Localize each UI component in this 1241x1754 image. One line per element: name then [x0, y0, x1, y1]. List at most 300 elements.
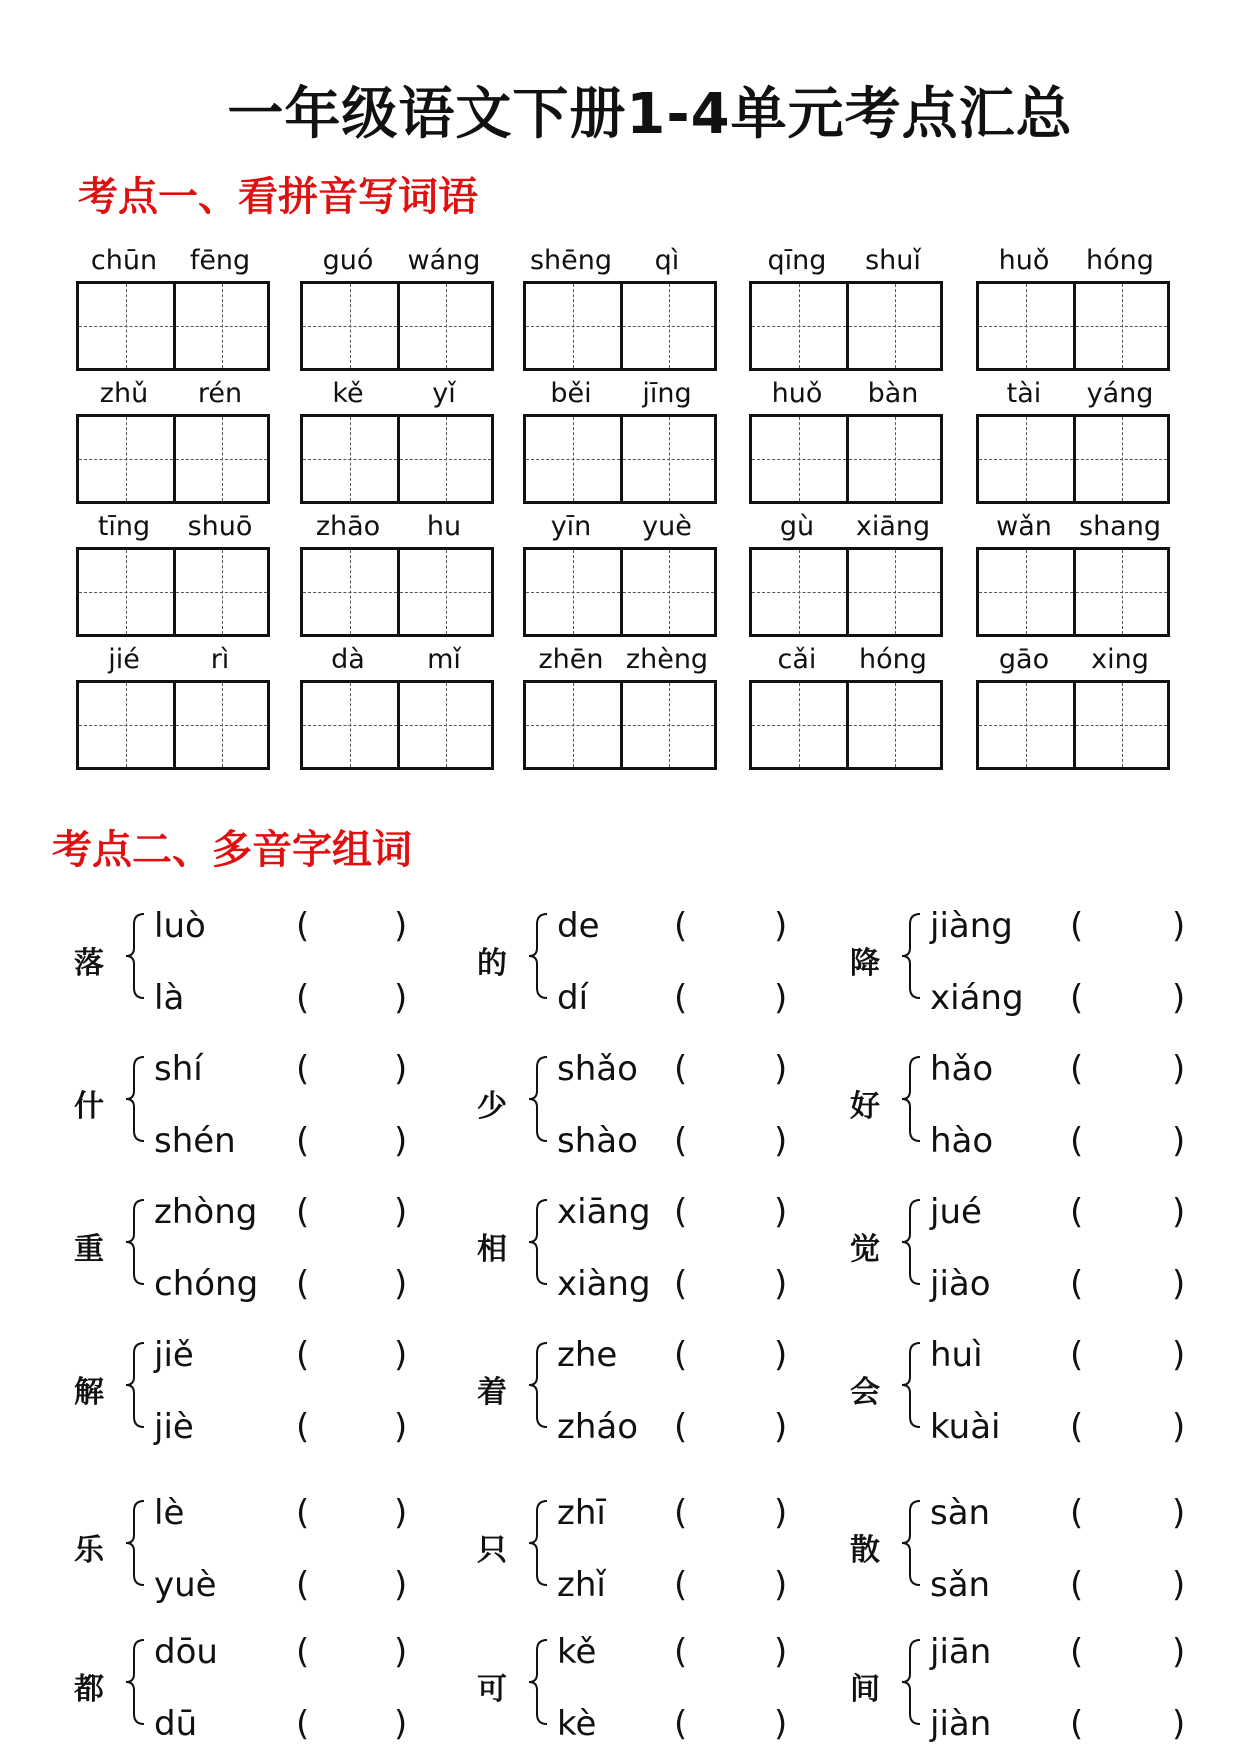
answer-paren-close: ) [1172, 906, 1186, 946]
answer-paren-open: ( [1070, 906, 1084, 946]
polyphonic-group [850, 1049, 1210, 1161]
pinyin-syllable: fēng [189, 245, 251, 276]
writing-cell[interactable] [979, 550, 1073, 634]
answer-paren-close: ) [1172, 1493, 1186, 1533]
polyphonic-group [477, 1632, 837, 1744]
answer-paren-close: ) [394, 978, 408, 1018]
answer-blank[interactable] [690, 1121, 770, 1161]
writing-cell[interactable] [173, 417, 267, 501]
pinyin-syllable: shuō [187, 511, 253, 542]
reading-pinyin: dí [557, 978, 589, 1018]
answer-blank[interactable] [690, 906, 770, 946]
writing-cell[interactable] [1073, 550, 1167, 634]
answer-paren-close: ) [394, 1121, 408, 1161]
writing-cell[interactable] [79, 284, 173, 368]
answer-blank[interactable] [690, 1049, 770, 1089]
pinyin-syllable: jīng [642, 378, 692, 409]
section-2-title: 考点二、多音字组词 [52, 827, 412, 873]
pinyin-row [976, 243, 1168, 279]
pinyin-row [523, 243, 715, 279]
curly-brace-icon [896, 910, 924, 1002]
reading-pinyin: xiàng [557, 1264, 651, 1304]
answer-paren-open: ( [1070, 1192, 1084, 1232]
polyphonic-char: 间 [850, 1672, 880, 1707]
answer-paren-open: ( [674, 1632, 688, 1672]
answer-paren-open: ( [296, 1407, 310, 1447]
page-title: 一年级语文下册1-4单元考点汇总 [227, 82, 1073, 147]
answer-blank[interactable] [690, 1192, 770, 1232]
writing-cell[interactable] [620, 284, 714, 368]
reading-pinyin: shào [557, 1121, 638, 1161]
reading-pinyin: zháo [557, 1407, 639, 1447]
writing-cell[interactable] [1073, 284, 1167, 368]
answer-paren-open: ( [1070, 1121, 1084, 1161]
answer-paren-close: ) [394, 1335, 408, 1375]
answer-paren-open: ( [296, 1565, 310, 1605]
answer-paren-close: ) [394, 1565, 408, 1605]
writing-cell[interactable] [79, 683, 173, 767]
curly-brace-icon [120, 1497, 148, 1589]
reading-pinyin: là [154, 978, 185, 1018]
polyphonic-group [850, 906, 1210, 1018]
polyphonic-char: 可 [477, 1672, 507, 1707]
pinyin-row [300, 642, 492, 678]
curly-brace-icon [120, 1196, 148, 1288]
tianzige-boxes [523, 281, 717, 371]
pinyin-syllable: zhèng [625, 644, 709, 675]
answer-paren-open: ( [1070, 1493, 1084, 1533]
reading-pinyin: luò [154, 906, 206, 946]
pinyin-syllable: yuè [642, 511, 692, 542]
reading-pinyin: jiàng [930, 906, 1013, 946]
polyphonic-char: 着 [477, 1375, 507, 1410]
answer-paren-close: ) [774, 1192, 788, 1232]
reading-pinyin: shí [154, 1049, 203, 1089]
answer-blank[interactable] [312, 1049, 390, 1089]
tianzige-boxes [523, 680, 717, 770]
reading-pinyin: zhe [557, 1335, 618, 1375]
curly-brace-icon [523, 1636, 551, 1728]
writing-cell[interactable] [752, 683, 846, 767]
curly-brace-icon [120, 1636, 148, 1728]
reading-pinyin: dū [154, 1704, 198, 1744]
pinyin-syllable: yǐ [432, 378, 456, 409]
pinyin-row [976, 509, 1168, 545]
answer-blank[interactable] [690, 1407, 770, 1447]
answer-paren-close: ) [1172, 1565, 1186, 1605]
curly-brace-icon [896, 1339, 924, 1431]
tianzige-boxes [976, 547, 1170, 637]
polyphonic-char: 都 [74, 1672, 104, 1707]
polyphonic-char: 落 [74, 946, 104, 981]
answer-paren-close: ) [1172, 1335, 1186, 1375]
answer-blank[interactable] [690, 1264, 770, 1304]
tianzige-boxes [749, 281, 943, 371]
answer-paren-close: ) [394, 1493, 408, 1533]
curly-brace-icon [523, 1339, 551, 1431]
polyphonic-group [477, 1335, 837, 1447]
writing-cell[interactable] [303, 284, 397, 368]
answer-blank[interactable] [312, 906, 390, 946]
polyphonic-group [850, 1335, 1210, 1447]
answer-paren-close: ) [1172, 1049, 1186, 1089]
pinyin-row [523, 509, 715, 545]
answer-paren-close: ) [774, 1632, 788, 1672]
answer-paren-open: ( [674, 1049, 688, 1089]
answer-paren-close: ) [1172, 978, 1186, 1018]
answer-paren-open: ( [296, 1264, 310, 1304]
reading-pinyin: shǎo [557, 1049, 638, 1089]
writing-cell[interactable] [79, 550, 173, 634]
answer-paren-close: ) [394, 1192, 408, 1232]
tianzige-boxes [300, 680, 494, 770]
reading-pinyin: xiāng [557, 1192, 651, 1232]
writing-cell[interactable] [620, 683, 714, 767]
pinyin-syllable: cǎi [777, 644, 817, 675]
pinyin-syllable: rén [197, 378, 243, 409]
answer-paren-close: ) [394, 1407, 408, 1447]
pinyin-syllable: zhēn [538, 644, 604, 675]
tianzige-boxes [76, 414, 270, 504]
pinyin-syllable: zhāo [315, 511, 381, 542]
answer-blank[interactable] [1086, 1192, 1168, 1232]
writing-cell[interactable] [1073, 417, 1167, 501]
curly-brace-icon [120, 910, 148, 1002]
answer-paren-close: ) [774, 906, 788, 946]
answer-paren-open: ( [674, 1565, 688, 1605]
answer-paren-open: ( [674, 1407, 688, 1447]
pinyin-syllable: shēng [529, 245, 613, 276]
pinyin-syllable: shang [1079, 511, 1161, 542]
answer-paren-open: ( [674, 1493, 688, 1533]
answer-blank[interactable] [1086, 1335, 1168, 1375]
writing-cell[interactable] [303, 417, 397, 501]
answer-blank[interactable] [1086, 906, 1168, 946]
answer-blank[interactable] [690, 1565, 770, 1605]
answer-blank[interactable] [1086, 1264, 1168, 1304]
pinyin-syllable: yīn [550, 511, 592, 542]
polyphonic-group [477, 1049, 837, 1161]
pinyin-syllable: chūn [90, 245, 158, 276]
pinyin-row [300, 509, 492, 545]
writing-cell[interactable] [173, 683, 267, 767]
reading-pinyin: jiào [930, 1264, 991, 1304]
answer-blank[interactable] [690, 978, 770, 1018]
answer-blank[interactable] [312, 1565, 390, 1605]
writing-cell[interactable] [846, 550, 940, 634]
tianzige-boxes [749, 680, 943, 770]
answer-paren-open: ( [296, 1049, 310, 1089]
answer-paren-close: ) [394, 1049, 408, 1089]
polyphonic-group [74, 906, 434, 1018]
answer-paren-open: ( [674, 906, 688, 946]
pinyin-row [749, 642, 941, 678]
polyphonic-char: 散 [850, 1533, 880, 1568]
reading-pinyin: jiè [154, 1407, 194, 1447]
pinyin-syllable: qì [654, 245, 680, 276]
tianzige-boxes [76, 680, 270, 770]
answer-paren-close: ) [394, 1264, 408, 1304]
reading-pinyin: hǎo [930, 1049, 994, 1089]
reading-pinyin: jué [930, 1192, 982, 1232]
reading-pinyin: kuài [930, 1407, 1001, 1447]
polyphonic-group [850, 1192, 1210, 1304]
answer-paren-close: ) [774, 1493, 788, 1533]
writing-cell[interactable] [620, 417, 714, 501]
answer-blank[interactable] [312, 1407, 390, 1447]
writing-cell[interactable] [526, 417, 620, 501]
answer-paren-open: ( [674, 1192, 688, 1232]
pinyin-row [76, 376, 268, 412]
answer-paren-close: ) [774, 978, 788, 1018]
writing-cell[interactable] [173, 284, 267, 368]
curly-brace-icon [523, 1196, 551, 1288]
answer-blank[interactable] [312, 1493, 390, 1533]
pinyin-row [300, 376, 492, 412]
polyphonic-char: 相 [477, 1232, 507, 1267]
pinyin-row [76, 243, 268, 279]
writing-cell[interactable] [846, 284, 940, 368]
answer-paren-open: ( [296, 1704, 310, 1744]
writing-cell[interactable] [846, 417, 940, 501]
reading-pinyin: dōu [154, 1632, 218, 1672]
pinyin-syllable: hóng [1086, 245, 1154, 276]
reading-pinyin: jiàn [930, 1704, 992, 1744]
reading-pinyin: shén [154, 1121, 236, 1161]
pinyin-syllable: kě [332, 378, 364, 409]
answer-blank[interactable] [690, 1632, 770, 1672]
section-1-title: 考点一、看拼音写词语 [78, 174, 478, 220]
answer-paren-open: ( [1070, 1264, 1084, 1304]
writing-cell[interactable] [397, 550, 491, 634]
reading-pinyin: hào [930, 1121, 994, 1161]
writing-cell[interactable] [303, 550, 397, 634]
writing-cell[interactable] [303, 683, 397, 767]
pinyin-syllable: wáng [407, 245, 481, 276]
writing-cell[interactable] [79, 417, 173, 501]
answer-paren-open: ( [296, 906, 310, 946]
pinyin-syllable: zhǔ [99, 378, 149, 409]
answer-paren-open: ( [674, 1704, 688, 1744]
pinyin-syllable: guó [322, 245, 374, 276]
polyphonic-char: 只 [477, 1533, 507, 1568]
tianzige-boxes [976, 414, 1170, 504]
tianzige-boxes [300, 547, 494, 637]
pinyin-syllable: dà [331, 644, 365, 675]
polyphonic-char: 会 [850, 1375, 880, 1410]
curly-brace-icon [120, 1053, 148, 1145]
answer-paren-open: ( [1070, 1407, 1084, 1447]
polyphonic-group [850, 1632, 1210, 1744]
answer-blank[interactable] [312, 978, 390, 1018]
reading-pinyin: sàn [930, 1493, 991, 1533]
writing-cell[interactable] [1073, 683, 1167, 767]
pinyin-syllable: gāo [998, 644, 1050, 675]
polyphonic-group [74, 1493, 434, 1605]
answer-paren-close: ) [1172, 1632, 1186, 1672]
answer-paren-close: ) [774, 1407, 788, 1447]
answer-paren-open: ( [1070, 978, 1084, 1018]
tianzige-boxes [76, 547, 270, 637]
writing-cell[interactable] [397, 683, 491, 767]
curly-brace-icon [896, 1497, 924, 1589]
answer-blank[interactable] [312, 1632, 390, 1672]
reading-pinyin: kè [557, 1704, 597, 1744]
polyphonic-group [74, 1632, 434, 1744]
answer-blank[interactable] [690, 1493, 770, 1533]
answer-paren-close: ) [1172, 1192, 1186, 1232]
pinyin-syllable: gù [779, 511, 815, 542]
answer-blank[interactable] [690, 1704, 770, 1744]
polyphonic-group [477, 906, 837, 1018]
curly-brace-icon [896, 1636, 924, 1728]
answer-paren-open: ( [674, 1264, 688, 1304]
polyphonic-char: 乐 [74, 1533, 104, 1568]
curly-brace-icon [523, 1497, 551, 1589]
writing-cell[interactable] [620, 550, 714, 634]
curly-brace-icon [523, 910, 551, 1002]
tianzige-boxes [749, 547, 943, 637]
answer-paren-close: ) [394, 1632, 408, 1672]
answer-paren-close: ) [1172, 1121, 1186, 1161]
pinyin-row [523, 376, 715, 412]
pinyin-syllable: xing [1091, 644, 1149, 675]
answer-blank[interactable] [312, 1192, 390, 1232]
answer-paren-close: ) [394, 906, 408, 946]
pinyin-syllable: běi [550, 378, 592, 409]
answer-paren-open: ( [674, 1121, 688, 1161]
answer-paren-close: ) [774, 1565, 788, 1605]
answer-blank[interactable] [1086, 1121, 1168, 1161]
writing-cell[interactable] [979, 417, 1073, 501]
curly-brace-icon [896, 1196, 924, 1288]
tianzige-boxes [300, 414, 494, 504]
answer-paren-open: ( [296, 1493, 310, 1533]
answer-paren-open: ( [674, 1335, 688, 1375]
answer-paren-close: ) [774, 1264, 788, 1304]
answer-paren-close: ) [774, 1335, 788, 1375]
answer-blank[interactable] [312, 1264, 390, 1304]
writing-cell[interactable] [397, 284, 491, 368]
pinyin-syllable: huǒ [998, 245, 1050, 276]
pinyin-row [749, 243, 941, 279]
writing-cell[interactable] [979, 284, 1073, 368]
answer-blank[interactable] [1086, 1049, 1168, 1089]
polyphonic-group [74, 1192, 434, 1304]
writing-cell[interactable] [752, 550, 846, 634]
polyphonic-char: 重 [74, 1232, 104, 1267]
answer-paren-open: ( [1070, 1049, 1084, 1089]
answer-paren-open: ( [296, 978, 310, 1018]
tianzige-boxes [749, 414, 943, 504]
reading-pinyin: kě [557, 1632, 597, 1672]
polyphonic-char: 什 [74, 1089, 104, 1124]
writing-cell[interactable] [752, 284, 846, 368]
polyphonic-group [477, 1493, 837, 1605]
writing-cell[interactable] [397, 417, 491, 501]
writing-cell[interactable] [752, 417, 846, 501]
answer-paren-open: ( [296, 1335, 310, 1375]
pinyin-syllable: yáng [1086, 378, 1154, 409]
writing-cell[interactable] [173, 550, 267, 634]
answer-blank[interactable] [312, 1704, 390, 1744]
pinyin-row [749, 376, 941, 412]
answer-blank[interactable] [1086, 1704, 1168, 1744]
reading-pinyin: zhǐ [557, 1565, 606, 1605]
polyphonic-char: 少 [477, 1089, 507, 1124]
pinyin-row [976, 376, 1168, 412]
pinyin-syllable: rì [210, 644, 230, 675]
pinyin-row [523, 642, 715, 678]
reading-pinyin: huì [930, 1335, 983, 1375]
writing-cell[interactable] [526, 284, 620, 368]
answer-paren-open: ( [296, 1121, 310, 1161]
pinyin-syllable: hóng [859, 644, 927, 675]
answer-blank[interactable] [1086, 1565, 1168, 1605]
answer-blank[interactable] [312, 1335, 390, 1375]
writing-cell[interactable] [979, 683, 1073, 767]
answer-blank[interactable] [1086, 1407, 1168, 1447]
writing-cell[interactable] [526, 683, 620, 767]
writing-cell[interactable] [846, 683, 940, 767]
pinyin-syllable: qīng [767, 245, 827, 276]
answer-paren-open: ( [1070, 1565, 1084, 1605]
pinyin-row [976, 642, 1168, 678]
answer-blank[interactable] [690, 1335, 770, 1375]
answer-blank[interactable] [1086, 1493, 1168, 1533]
pinyin-syllable: shuǐ [865, 245, 921, 276]
pinyin-syllable: huǒ [771, 378, 823, 409]
pinyin-syllable: wǎn [996, 511, 1052, 542]
answer-paren-open: ( [674, 978, 688, 1018]
reading-pinyin: jiě [154, 1335, 194, 1375]
answer-paren-close: ) [774, 1704, 788, 1744]
reading-pinyin: xiáng [930, 978, 1024, 1018]
polyphonic-group [477, 1192, 837, 1304]
reading-pinyin: sǎn [930, 1565, 991, 1605]
answer-paren-close: ) [394, 1704, 408, 1744]
answer-paren-close: ) [1172, 1264, 1186, 1304]
answer-paren-open: ( [296, 1192, 310, 1232]
reading-pinyin: jiān [930, 1632, 992, 1672]
answer-paren-open: ( [1070, 1704, 1084, 1744]
curly-brace-icon [120, 1339, 148, 1431]
answer-blank[interactable] [312, 1121, 390, 1161]
reading-pinyin: yuè [154, 1565, 217, 1605]
pinyin-syllable: tīng [97, 511, 151, 542]
tianzige-boxes [76, 281, 270, 371]
writing-cell[interactable] [526, 550, 620, 634]
tianzige-boxes [523, 547, 717, 637]
answer-paren-open: ( [296, 1632, 310, 1672]
pinyin-syllable: mǐ [427, 644, 461, 675]
answer-blank[interactable] [1086, 1632, 1168, 1672]
answer-paren-close: ) [1172, 1407, 1186, 1447]
pinyin-row [300, 243, 492, 279]
tianzige-boxes [976, 281, 1170, 371]
reading-pinyin: lè [154, 1493, 185, 1533]
pinyin-syllable: bàn [867, 378, 919, 409]
pinyin-syllable: hu [426, 511, 462, 542]
answer-paren-open: ( [1070, 1632, 1084, 1672]
polyphonic-char: 的 [477, 946, 507, 981]
polyphonic-char: 觉 [850, 1232, 880, 1267]
polyphonic-char: 解 [74, 1375, 104, 1410]
reading-pinyin: zhòng [154, 1192, 258, 1232]
tianzige-boxes [523, 414, 717, 504]
answer-blank[interactable] [1086, 978, 1168, 1018]
curly-brace-icon [896, 1053, 924, 1145]
